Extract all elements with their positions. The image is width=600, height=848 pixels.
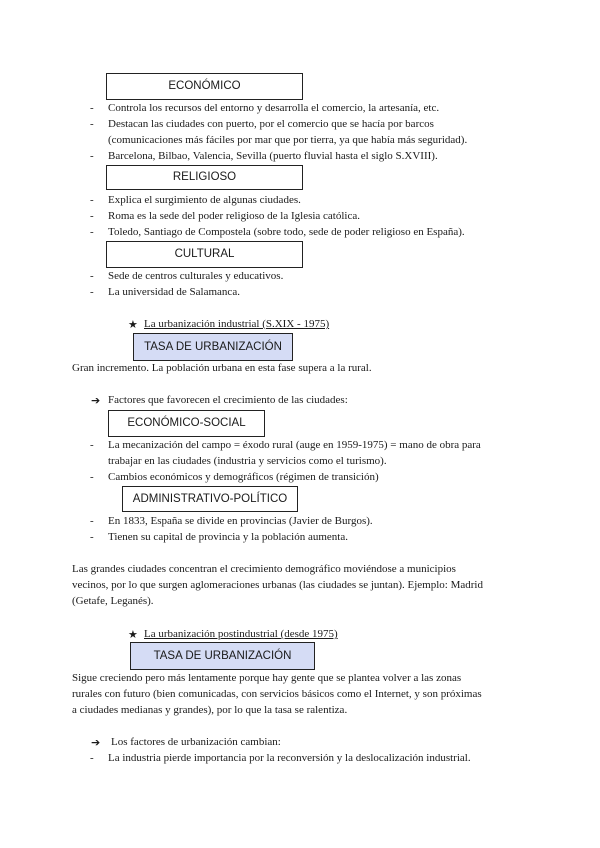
religioso-box (106, 165, 303, 190)
postindustrial-tasa-title: TASA DE URBANIZACIÓN (153, 650, 292, 662)
postindustrial-factores: Los factores de urbanización cambian: (111, 736, 281, 748)
economico-title: ECONÓMICO (168, 80, 241, 92)
bullet-dash: - (90, 439, 94, 451)
eco-bullet-1b: trabajar en las ciudades (industria y servicios como el turismo). (108, 455, 387, 467)
cultural-title: CULTURAL (174, 248, 235, 260)
star-icon: ★ (128, 628, 138, 641)
industrial-factores: Factores que favorecen el crecimiento de las ciudades: (108, 394, 348, 406)
economico-box (106, 73, 303, 100)
admin-bullet-2: Tienen su capital de provincia y la población aumenta. (108, 531, 348, 543)
religioso-bullet-3: Toledo, Santiago de Compostela (sobre todo, sede de poder religioso en España). (108, 226, 465, 238)
postindustrial-heading: La urbanización postindustrial (desde 1975) (144, 628, 338, 640)
postindustrial-paragraph-2: rurales con futuro (bien comunicadas, con servicios básicos como el Internet, y son próximas (72, 688, 482, 700)
bullet-dash: - (90, 194, 94, 206)
industrial-heading: La urbanización industrial (S.XIX - 1975) (144, 318, 330, 330)
economico-bullet-3: Barcelona, Bilbao, Valencia, Sevilla (puerto fluvial hasta el siglo S.XVIII). (108, 150, 438, 162)
arrow-icon: ➔ (91, 736, 101, 749)
bullet-dash: - (90, 118, 94, 130)
industrial-paragraph-2: vecinos, por lo que surgen aglomeraciones urbanas (las ciudades se juntan). Ejemplo: Madrid (72, 579, 483, 591)
religioso-bullet-2: Roma es la sede del poder religioso de la Iglesia católica. (108, 210, 360, 222)
bullet-dash: - (90, 515, 94, 527)
industrial-tasa-box (133, 333, 293, 361)
bullet-dash: - (90, 286, 94, 298)
bullet-dash: - (90, 102, 94, 114)
bullet-dash: - (90, 150, 94, 162)
postindustrial-bullet-1: La industria pierde importancia por la reconversión y la deslocalización industrial. (108, 752, 471, 764)
eco-bullet-1a: La mecanización del campo = éxodo rural (auge en 1959-1975) = mano de obra para (108, 439, 481, 451)
cultural-box (106, 241, 303, 268)
industrial-paragraph-3: (Getafe, Leganés). (72, 595, 154, 607)
admin-bullet-1: En 1833, España se divide en provincias (Javier de Burgos). (108, 515, 373, 527)
postindustrial-paragraph-3: a ciudades medianas y grandes), por lo que la tasa se ralentiza. (72, 704, 348, 716)
eco-social-box (108, 410, 265, 437)
bullet-dash: - (90, 752, 94, 764)
bullet-dash: - (90, 471, 94, 483)
arrow-icon: ➔ (91, 394, 101, 407)
cultural-bullet-1: Sede de centros culturales y educativos. (108, 270, 284, 282)
bullet-dash: - (90, 270, 94, 282)
religioso-bullet-1: Explica el surgimiento de algunas ciudades. (108, 194, 301, 206)
industrial-tasa-title: TASA DE URBANIZACIÓN (144, 341, 282, 353)
bullet-dash: - (90, 226, 94, 238)
star-icon: ★ (128, 318, 138, 331)
cultural-bullet-2: La universidad de Salamanca. (108, 286, 240, 298)
economico-bullet-1: Controla los recursos del entorno y desarrolla el comercio, la artesanía, etc. (108, 102, 440, 114)
postindustrial-tasa-box (130, 642, 315, 670)
bullet-dash: - (90, 210, 94, 222)
economico-bullet-2a: Destacan las ciudades con puerto, por el comercio que se hacía por barcos (108, 118, 434, 130)
postindustrial-paragraph-1: Sigue creciendo pero más lentamente porque hay gente que se plantea volver a las zonas (72, 672, 462, 684)
industrial-tasa-text: Gran incremento. La población urbana en esta fase supera a la rural. (72, 362, 372, 374)
industrial-paragraph-1: Las grandes ciudades concentran el crecimiento demográfico moviéndose a municipios (72, 563, 456, 575)
economico-bullet-2b: (comunicaciones más fáciles por mar que por tierra, ya que había más seguridad). (108, 134, 468, 146)
eco-social-title: ECONÓMICO-SOCIAL (127, 417, 246, 429)
religioso-title: RELIGIOSO (172, 171, 237, 183)
eco-bullet-2: Cambios económicos y demográficos (régimen de transición) (108, 471, 379, 483)
bullet-dash: - (90, 531, 94, 543)
admin-title: ADMINISTRATIVO-POLÍTICO (132, 493, 288, 505)
admin-box (122, 486, 298, 512)
